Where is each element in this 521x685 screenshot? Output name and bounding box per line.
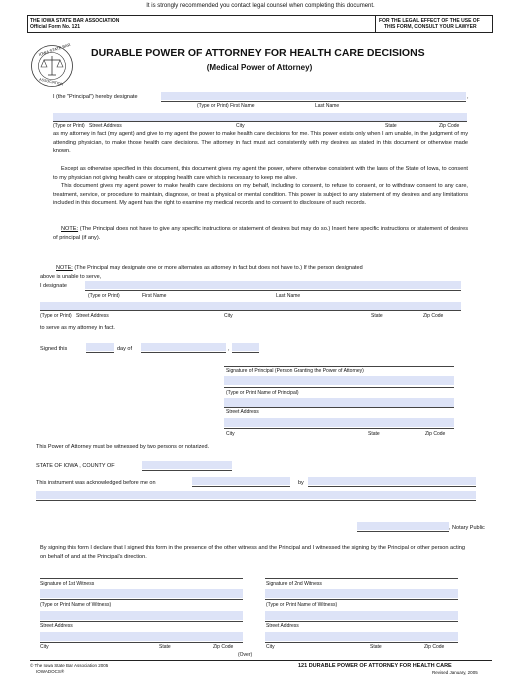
principal-city-line [224,428,454,429]
witness1-address-field[interactable] [40,632,243,641]
serve-as-attorney-text: to serve as my attorney in fact. [40,325,115,331]
state-county-label: STATE OF IOWA , COUNTY OF [36,463,115,469]
signed-comma: , [228,346,230,352]
witness2-zip-label: Zip Code [424,644,445,650]
official-form-number: Official Form No. 121 [30,24,81,30]
witness1-name-label: (Type or Print Name of Witness) [40,602,112,608]
signed-year-line [232,352,259,353]
alt-label-zip-code: Zip Code [423,313,444,319]
signed-this-label: Signed this [40,346,68,352]
witness2-street-line [265,621,458,622]
footer-copyright: © The Iowa State Bar Association 2005 [30,663,109,668]
alt-label-first-name: First Name [142,293,167,299]
body-paragraph-1: as my attorney in fact (my agent) and give to my agent the power to make health care decisions for me. This power exists only when I am unable, in the judgment of my attending physician, to make those health care decisions. The attorney in fact must act consistently with my desires as stated in this document or otherwise made known. [53,131,468,155]
principal-street-label: Street Address [226,409,259,415]
alt-label-city: City [224,313,233,319]
footer-form-title: 121 DURABLE POWER OF ATTORNEY FOR HEALTH CARE [298,663,452,669]
principal-address-field[interactable] [224,418,454,427]
witness2-signature-field[interactable] [265,589,458,598]
principal-name-label: (Type or Print Name of Principal) [226,390,299,396]
label-city: City [236,123,245,129]
witnessed-or-notarized-text: This Power of Attorney must be witnessed by two persons or notarized. [36,444,210,450]
acknowledged-text: This instrument was acknowledged before me on [36,480,156,486]
legal-notice: It is strongly recommended you contact legal counsel when completing this document. [146,3,375,9]
principal-zip-label: Zip Code [425,431,446,437]
principal-signature-line [224,366,454,367]
ack-by-label: by [298,480,304,486]
witness1-street-line [40,621,243,622]
principal-state-label: State [368,431,380,437]
alt-label-last-name: Last Name [276,293,301,299]
label-state: State [385,123,397,129]
footer-iowadocs: IOWADOCS® [36,669,65,674]
principal-name-field[interactable] [224,398,454,407]
alt-label-type-print: (Type or Print) [88,293,120,299]
footer-rule [30,660,492,661]
witness2-signature-line [265,578,458,579]
bar-association-name: THE IOWA STATE BAR ASSOCIATION [30,18,120,24]
alternate-address-line [40,310,461,311]
witness2-state-label: State [370,644,382,650]
principal-street-line [224,407,454,408]
legal-effect-note-line2: THIS FORM, CONSULT YOUR LAWYER [384,24,477,30]
acknowledged-by-field[interactable] [308,477,476,485]
alt-label-state: State [371,313,383,319]
seal-top-text: IOWA STATE BAR [38,42,72,57]
acknowledged-date-field[interactable] [192,477,290,485]
witness2-city-label: City [266,644,275,650]
legal-effect-note-line1: FOR THE LEGAL EFFECT OF THE USE OF [379,18,480,24]
over-marker: (Over) [238,652,253,658]
witness1-state-label: State [159,644,171,650]
witness1-signature-field[interactable] [40,589,243,598]
notary-public-field[interactable] [357,522,449,530]
witness2-name-line [265,599,458,600]
acknowledged-date-line [192,486,290,487]
day-of-label: day of [117,346,132,352]
body-paragraph-3: This document gives my agent power to make health care decisions on my behalf, including to consent, to refuse to consent, or to withdraw consent to any care, treatment, service, or procedure to maintain, diagnose, or treat a physical or mental condition. This power is subject to any statement of my desires and any limitations included in this document. My agent has the right to examine my medical records and to consent to disclosure of such records. [53,183,468,207]
acknowledged-by-line [308,486,476,487]
witness2-name-field[interactable] [265,611,458,620]
note-alternates: NOTE: (The Principal may designate one or more alternates as attorney in fact but does not have to.) If the person designated [56,265,363,271]
signed-day-field[interactable] [86,343,114,351]
witness-declaration: By signing this form I declare that I signed this form in the presence of the other witness and the Principal and I witnessed the signing by the Principal or other person acting on behalf of and at the Principal's direction. [40,545,465,560]
label-last-name: Last Name [315,103,340,109]
witness2-signature-label: Signature of 2nd Witness [266,581,322,587]
signed-month-line [141,352,226,353]
notary-public-line [357,531,449,532]
alternate-designate-lead: I designate [40,283,67,289]
label-type-first-name: (Type or Print) First Name [197,103,255,109]
signed-year-field[interactable] [232,343,259,351]
witness1-signature-line [40,578,243,579]
signed-day-line [86,352,114,353]
witness1-city-line [40,642,243,643]
county-line [142,470,232,471]
acknowledged-continuation-field[interactable] [36,491,476,499]
seal-bottom-text: ASSOCIATION [38,77,64,87]
witness1-zip-label: Zip Code [213,644,234,650]
witness2-name-label: (Type or Print Name of Witness) [266,602,338,608]
signed-month-field[interactable] [141,343,226,351]
agent-name-field[interactable] [161,92,466,100]
alt-label-street-address: Street Address [76,313,109,319]
header-divider [375,15,376,33]
footer-revised-date: Revised January, 2005 [432,670,478,675]
label-zip-code: Zip Code [439,123,460,129]
label-street-address: Street Address [89,123,122,129]
document-subtitle: (Medical Power of Attorney) [206,63,313,72]
witness1-name-line [40,599,243,600]
label-type-print: (Type or Print) [53,123,85,129]
principal-name-line [224,387,454,388]
designate-lead: I (the "Principal") hereby designate [53,94,138,100]
witness1-street-label: Street Address [40,623,73,629]
alternate-name-line [85,290,461,291]
alternate-name-field[interactable] [85,281,461,289]
principal-city-label: City [226,431,235,437]
note-specific-instructions: NOTE: (The Principal does not have to give any specific instructions or statement of desires but may do so.) Insert here specific instructions or statement of desires of principal (if any). [53,226,468,241]
witness2-street-label: Street Address [266,623,299,629]
witness1-signature-label: Signature of 1st Witness [40,581,95,587]
principal-signature-label: Signature of Principal (Person Granting the Power of Attorney) [226,368,364,374]
designate-comma: , [467,94,469,100]
agent-address-field[interactable] [53,113,467,121]
alt-label-type-print-2: (Type or Print) [40,313,72,319]
document-title: DURABLE POWER OF ATTORNEY FOR HEALTH CARE DECISIONS [91,47,425,59]
witness2-city-line [265,642,458,643]
county-field[interactable] [142,461,232,469]
witness1-name-field[interactable] [40,611,243,620]
witness2-address-field[interactable] [265,632,458,641]
note-alternates-cont: above is unable to serve, [40,274,102,280]
principal-signature-field[interactable] [224,376,454,385]
witness1-city-label: City [40,644,49,650]
body-paragraph-2: Except as otherwise specified in this document, this document gives my agent the power, where otherwise consistent with the laws of the State of Iowa, to consent to my physician not giving health care or stopping health care which is necessary to keep me alive. [53,166,468,181]
agent-name-line [161,101,466,102]
notary-public-label: , Notary Public [449,525,485,531]
agent-address-line [53,121,467,122]
alternate-address-field[interactable] [40,302,461,310]
acknowledged-continuation-line [36,500,476,501]
